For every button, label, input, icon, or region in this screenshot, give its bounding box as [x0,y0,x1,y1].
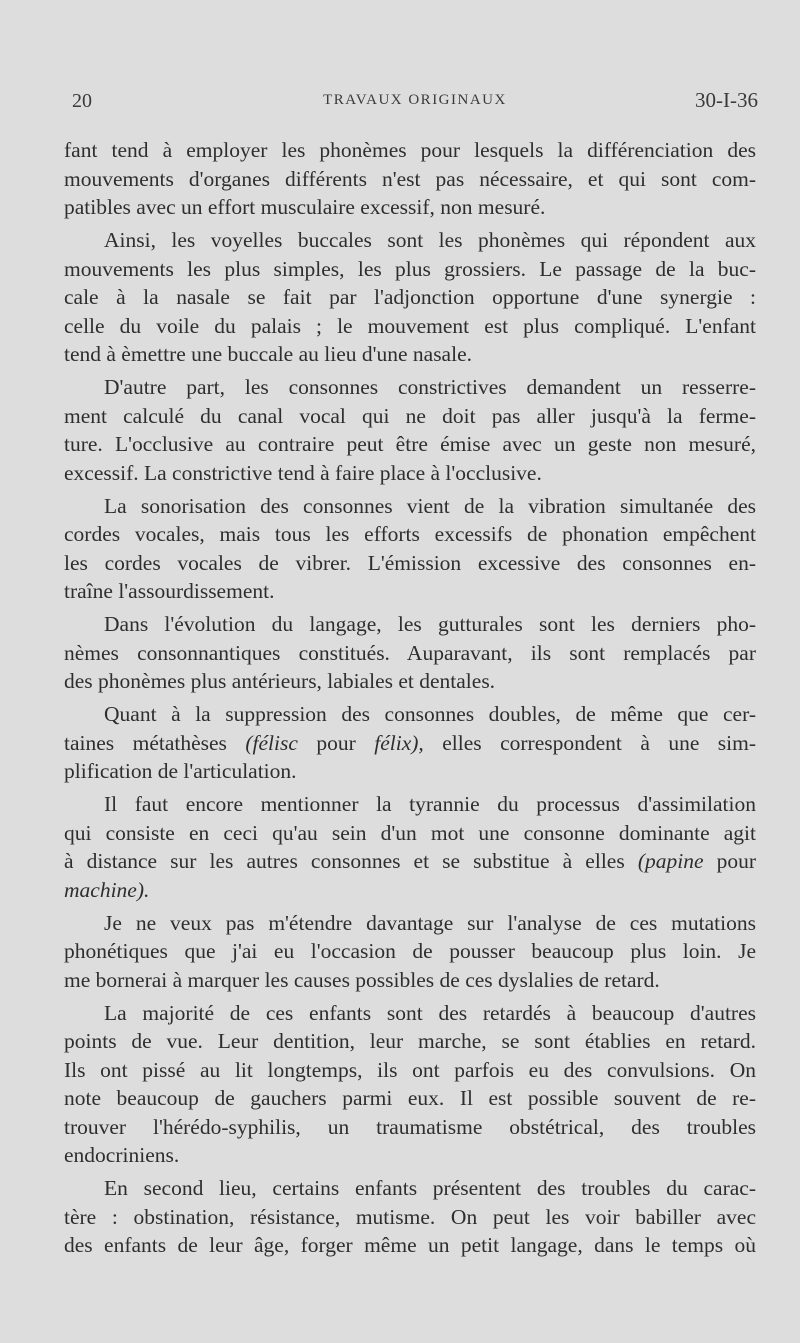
paragraph [64,226,756,369]
text-line: Il faut encore mentionner la tyrannie du processus d'assimilation [104,792,756,816]
text-run: taines métathèses [64,730,227,755]
text-line: points de vue. Leur dentition, leur marche, se sont établies en retard. [64,1029,756,1053]
paragraph [64,700,756,786]
paragraph [64,1174,756,1260]
page-body [64,136,756,1260]
running-title: TRAVAUX ORIGINAUX [323,92,507,108]
text-line: endocriniens. [64,1143,180,1167]
text-line: Je ne veux pas m'étendre davantage sur l'analyse de ces mutations [104,910,756,935]
paragraph [64,492,756,606]
text-line: les cordes vocales de vibrer. L'émission excessive des consonnes en- [64,550,756,575]
text-line: plification de l'articulation. [64,759,297,783]
text-line: cordes vocales, mais tous les efforts excessifs de phonation empêchent [64,522,756,546]
text-line: Ils ont pissé au lit longtemps, ils ont parfois eu des convulsions. On [64,1057,756,1082]
text-line: excessif. La constrictive tend à faire place à l'occlusive. [64,460,542,485]
text-run: elles correspondent à une sim- [442,730,756,755]
paragraph [64,909,756,995]
italic-example: (papine [637,849,704,873]
paragraph [64,610,756,696]
text-line: ture. L'occlusive au contraire peut être émise avec un geste non mesuré, [64,432,756,456]
paragraph [64,790,756,904]
text-run: pour [316,730,356,755]
text-line: qui consiste en ceci qu'au sein d'un mot une consonne dominante agit [64,820,756,845]
text-line [64,729,756,758]
text-run: pour [716,849,756,873]
text-line: Quant à la suppression des consonnes doubles, de même que cer- [104,702,756,726]
text-line: cale à la nasale se fait par l'adjonction opportune d'une synergie : [64,285,756,309]
text-line [64,847,756,876]
text-line: nèmes consonnantiques constitués. Auparavant, ils sont remplacés par [64,640,756,665]
text-line: trouver l'hérédo-syphilis, un traumatisme obstétrical, des troubles [64,1114,756,1139]
text-line: tend à èmettre une buccale au lieu d'une nasale. [64,342,472,366]
text-line: note beaucoup de gauchers parmi eux. Il est possible souvent de re- [64,1086,756,1110]
text-line: traîne l'assourdissement. [64,579,275,603]
text-line: fant tend à employer les phonèmes pour lesquels la différenciation des [64,138,756,162]
paragraph [64,373,756,487]
text-line: me bornerai à marquer les causes possibles de ces dyslalies de retard. [64,967,660,992]
paragraph [64,136,756,222]
text-line: mouvements d'organes différents n'est pas nécessaire, et qui sont com- [64,166,756,191]
text-line: tère : obstination, résistance, mutisme. On peut les voir babiller avec [64,1204,756,1229]
italic-example: machine). [64,877,150,902]
text-line: La sonorisation des consonnes vient de la vibration simultanée des [104,493,756,518]
page-number: 20 [72,90,92,112]
text-line: celle du voile du palais ; le mouvement est plus compliqué. L'enfant [64,313,756,338]
text-line: des enfants de leur âge, forger même un petit langage, dans le temps où [64,1233,756,1257]
text-run: à distance sur les autres consonnes et se substitue à elles [64,849,625,873]
text-line: des phonèmes plus antérieurs, labiales et dentales. [64,669,496,693]
text-line: patibles avec un effort musculaire excessif, non mesuré. [64,195,546,219]
text-line: D'autre part, les consonnes constrictives demandent un resserre- [104,375,756,399]
italic-example: félix), [374,730,424,755]
running-header [72,88,758,118]
text-line: phonétiques que j'ai eu l'occasion de pousser beaucoup plus loin. Je [64,939,756,963]
text-line: En second lieu, certains enfants présentent des troubles du carac- [104,1176,756,1200]
paragraph [64,999,756,1170]
text-line: mouvements les plus simples, les plus grossiers. Le passage de la buc- [64,256,756,281]
text-line: La majorité de ces enfants sont des retardés à beaucoup d'autres [104,1000,756,1025]
header-date: 30-I-36 [695,88,758,112]
text-line: Ainsi, les voyelles buccales sont les phonèmes qui répondent aux [104,228,756,252]
text-line: ment calculé du canal vocal qui ne doit pas aller jusqu'à la ferme- [64,403,756,428]
italic-example: (félisc [245,730,298,755]
text-line: Dans l'évolution du langage, les gutturales sont les derniers pho- [104,612,756,636]
